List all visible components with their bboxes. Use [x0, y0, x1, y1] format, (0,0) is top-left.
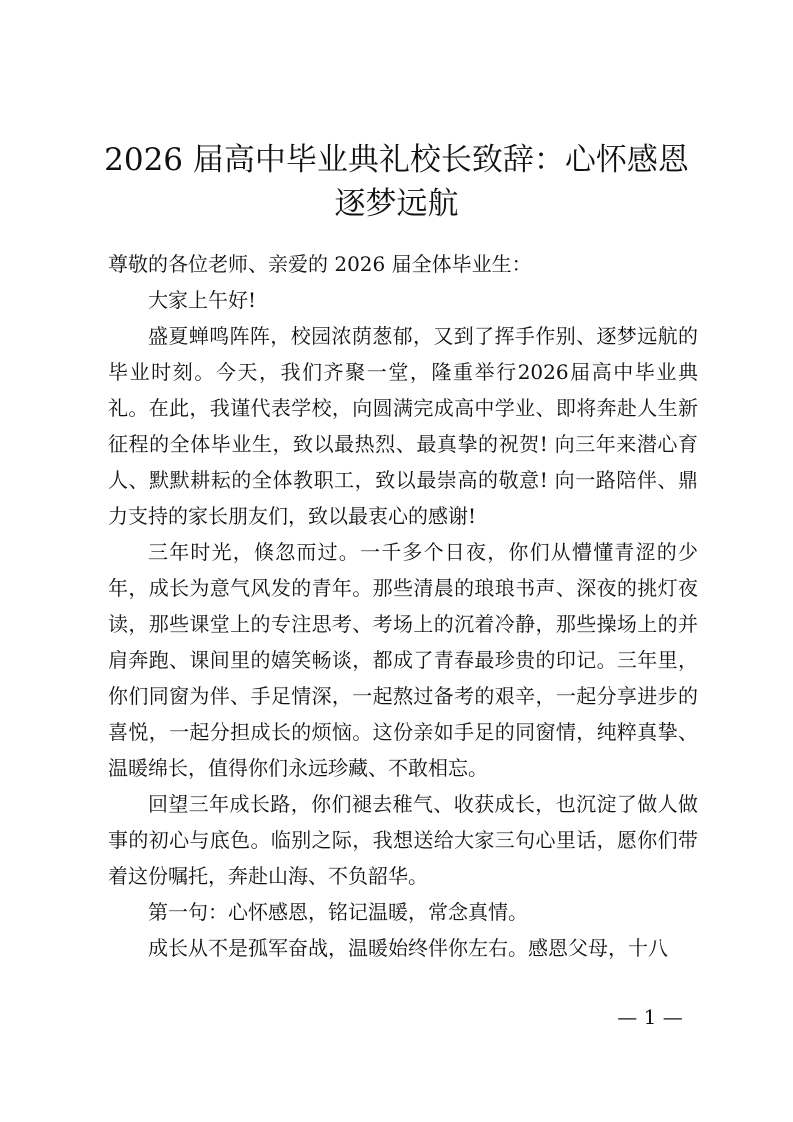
paragraph-gratitude: 成长从不是孤军奋战，温暖始终伴你左右。感恩父母，十八: [148, 936, 668, 960]
page-number: — 1 —: [617, 1005, 683, 1029]
paragraph-first-message: 第一句：心怀感恩，铭记温暖，常念真情。: [148, 900, 528, 924]
document-title: [90, 138, 703, 226]
paragraph-opening: 盛夏蝉鸣阵阵，校园浓荫葱郁，又到了挥手作别、逐梦远航的毕业时刻。今天，我们齐聚一堂，隆重举行2026届高中毕业典礼。在此，我谨代表学校，向圆满完成高中学业、即将奔赴人生新征程的全体毕业生，致以最热烈、最真挚的祝贺! 向三年来潜心育人、默默耕耘的全体教职工，致以最崇高的敬意! 向一路陪伴、鼎力支持的家长朋友们，致以最衷心的感谢!: [108, 324, 698, 528]
salutation: 尊敬的各位老师、亲爱的 2026 届全体毕业生：: [108, 252, 532, 276]
document-body: [108, 246, 698, 966]
paragraph-reflection: 回望三年成长路，你们褪去稚气、收获成长，也沉淀了做人做事的初心与底色。临别之际，我想送给大家三句心里话，愿你们带着这份嘱托，奔赴山海、不负韶华。: [108, 792, 698, 888]
title-line-1: 2026 届高中毕业典礼校长致辞：心怀感恩: [104, 142, 689, 178]
title-line-2: 逐梦远航: [334, 186, 459, 222]
paragraph-memories: 三年时光，倏忽而过。一千多个日夜，你们从懵懂青涩的少年，成长为意气风发的青年。那些清晨的琅琅书声、深夜的挑灯夜读，那些课堂上的专注思考、考场上的沉着冷静，那些操场上的并肩奔跑、课间里的嬉笑畅谈，都成了青春最珍贵的印记。三年里，你们同窗为伴、手足情深，一起熬过备考的艰辛，一起分享进步的喜悦，一起分担成长的烦恼。这份亲如手足的同窗情，纯粹真挚、温暖绵长，值得你们永远珍藏、不敢相忘。: [108, 540, 698, 780]
paragraph-greeting: 大家上午好!: [148, 288, 257, 312]
